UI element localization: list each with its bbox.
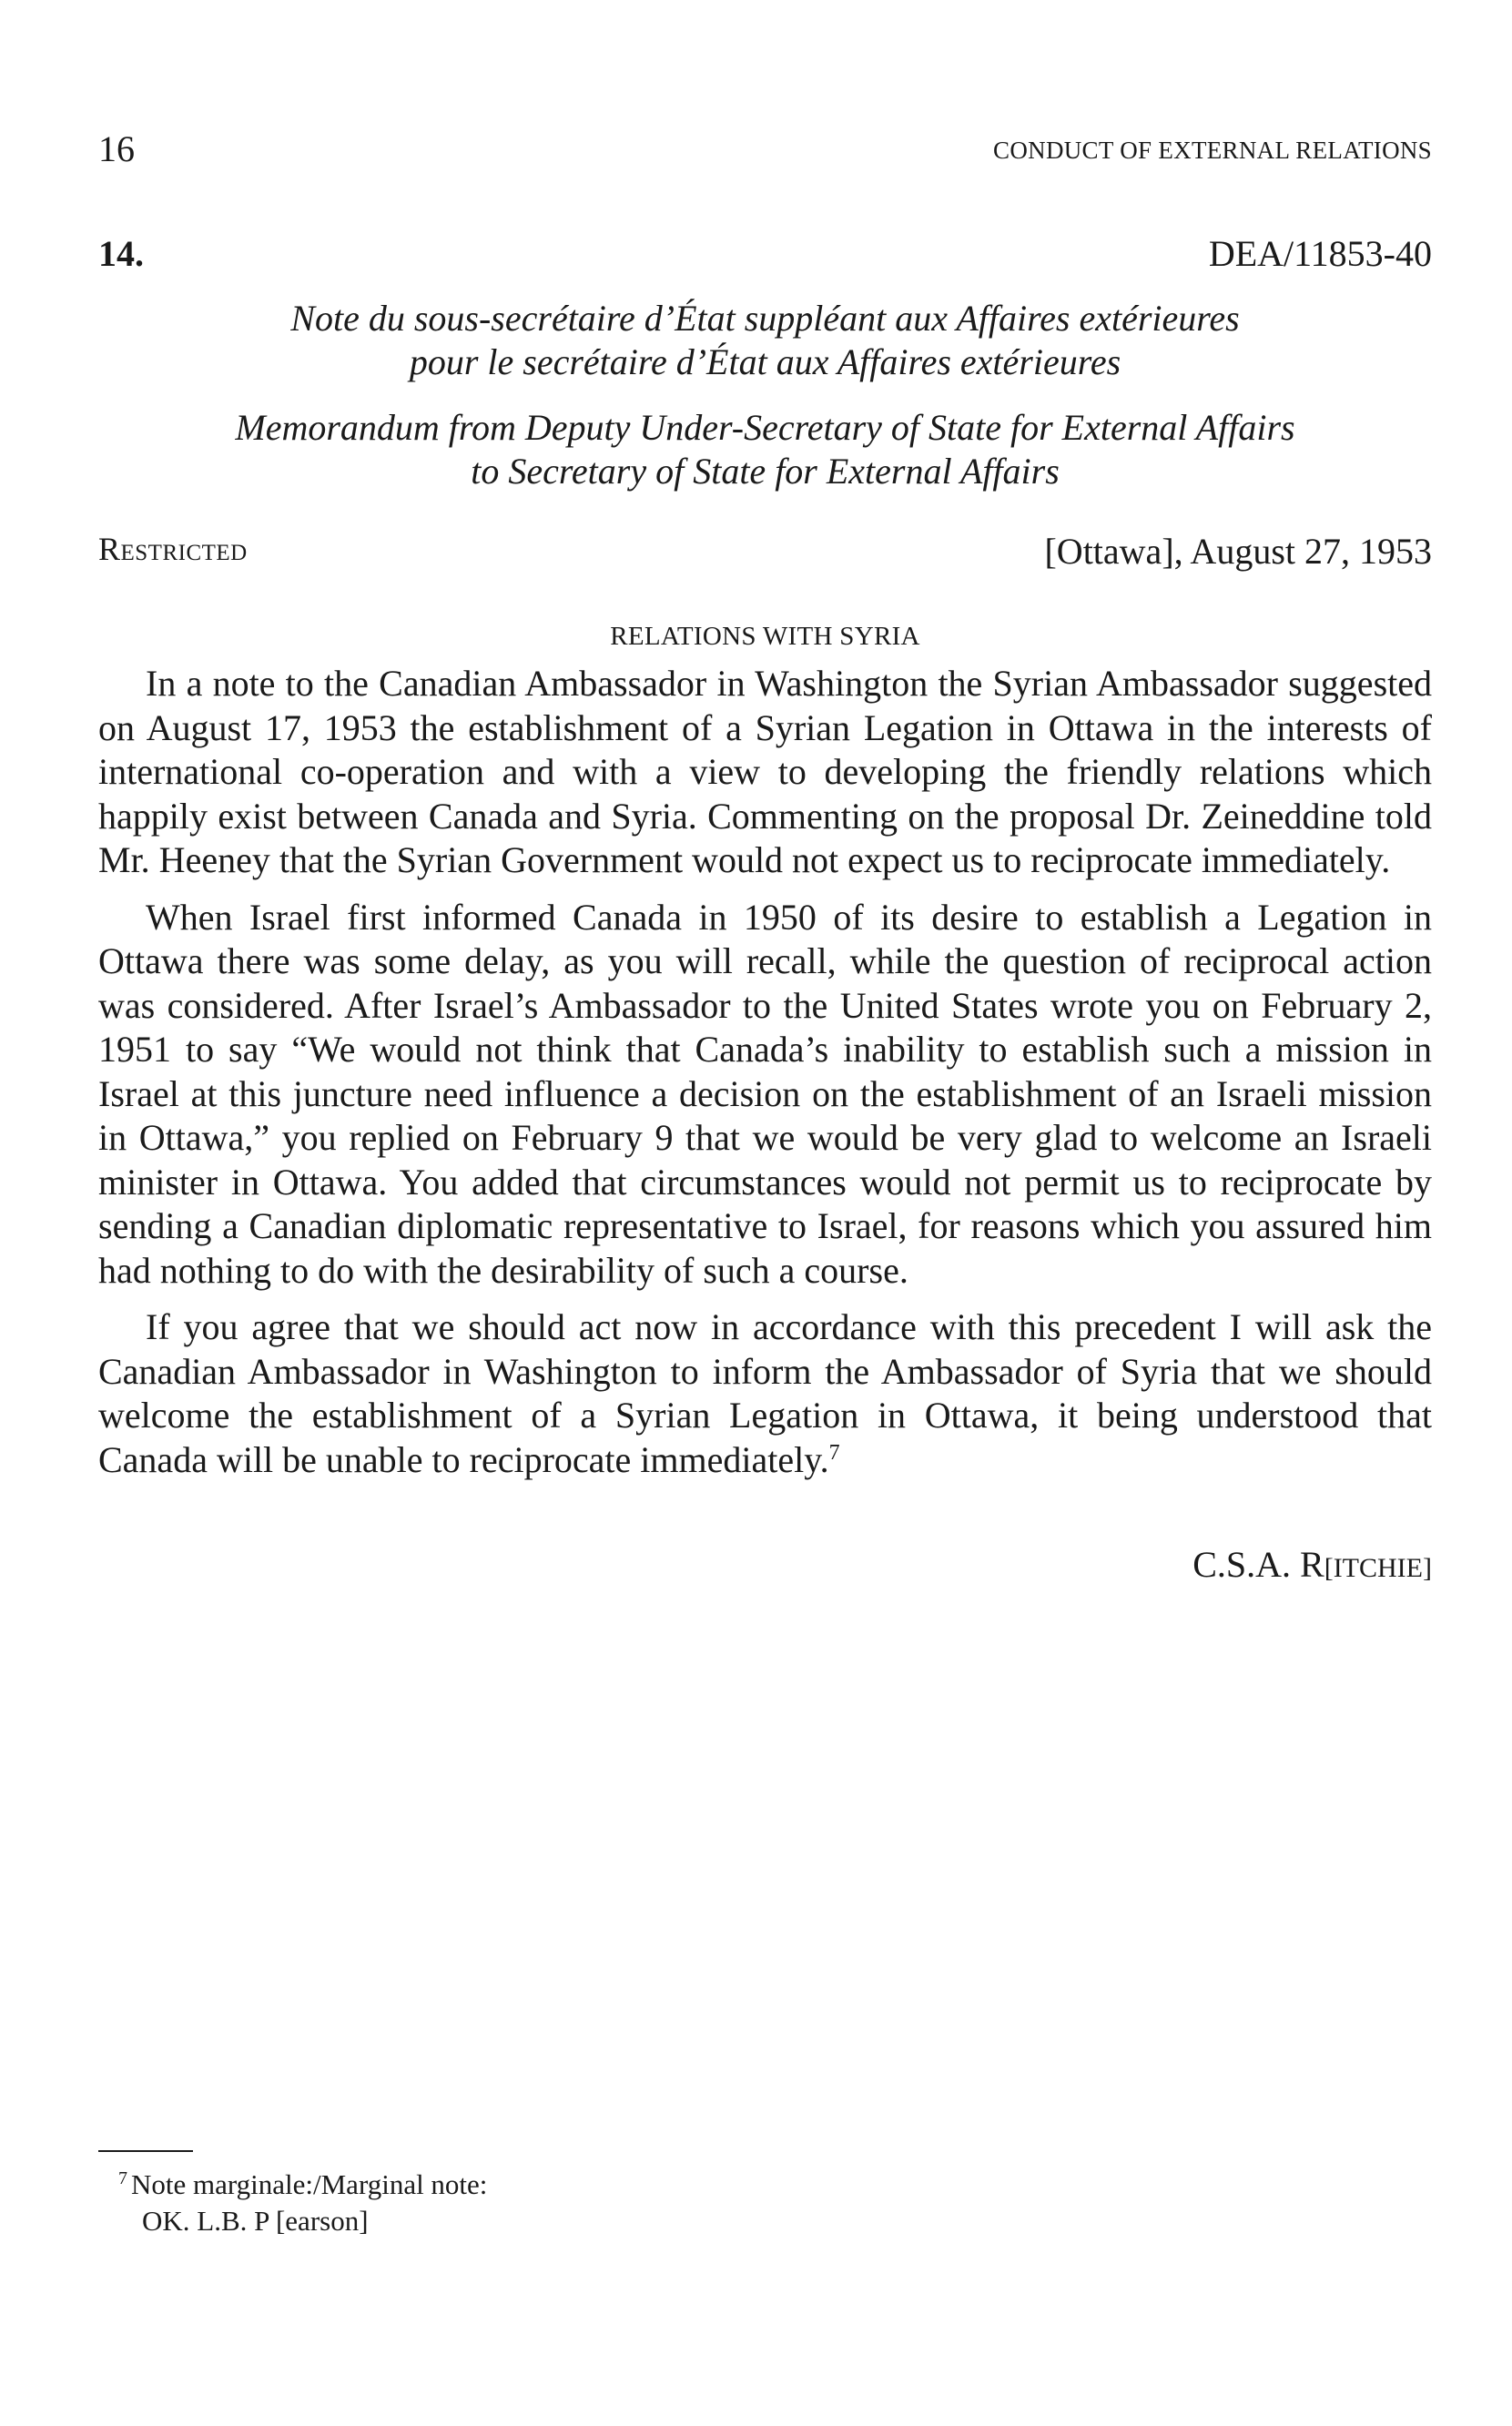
footnote [118, 2167, 487, 2239]
footnote-label: Note marginale:/Marginal note: [131, 2168, 488, 2200]
paragraph-text: When Israel first informed Canada in 1950 of its desire to establish a Legation in Ottawa there was some delay, as you will recall, while the question of reciprocal action was considered. After Israel’s Ambassador to the United States wrote you on February 2, 1951 to say “We would not think that Canada’s inability to establish such a mission in Israel at this juncture need influence a decision on the establishment of an Israeli mission in Ottawa,” you replied on February 9 that we would be very glad to welcome an Israeli minister in Ottawa. You added that circumstances would not permit us to reciprocate by sending a Canadian diplomatic representative to Israel, for reasons which you assured him had nothing to do with the desirability of such a course. [98, 896, 1432, 1291]
document-heading [98, 232, 1432, 287]
document-number: 14. [98, 233, 144, 274]
signature-completion: [ITCHIE] [1324, 1553, 1432, 1583]
footnote-mark: 7 [118, 2168, 127, 2188]
file-reference: DEA/11853-40 [1208, 233, 1432, 274]
french-title-line-1: Note du sous-secrétaire d’État suppléant aux Affaires extérieures [290, 298, 1240, 339]
place-and-date: [Ottawa], August 27, 1953 [1044, 531, 1432, 572]
signature [1192, 1543, 1432, 1586]
page-number: 16 [98, 128, 135, 169]
footnote-divider [98, 2150, 193, 2152]
paragraph [98, 1305, 1432, 1482]
security-classification: Restricted [98, 531, 248, 567]
english-title-line-1: Memorandum from Deputy Under-Secretary of State for External Affairs [235, 407, 1295, 448]
signature-initials: C.S.A. R [1192, 1544, 1324, 1585]
classification-row [98, 530, 1432, 575]
english-title-line-2: to Secretary of State for External Affairs [471, 451, 1060, 492]
paragraph-text: If you agree that we should act now in accordance with this precedent I will ask the Canadian Ambassador in Washington to inform the Ambassador of Syria that we should welcome the establishment of a Syrian Legation in Ottawa, it being understood that Canada will be unable to reciprocate immediately. [98, 1306, 1432, 1480]
subject-heading: RELATIONS WITH SYRIA [610, 622, 920, 651]
running-title: CONDUCT OF EXTERNAL RELATIONS [993, 137, 1432, 164]
memo-body [98, 662, 1432, 1495]
running-header [98, 127, 1432, 173]
footnote-reference[interactable]: 7 [828, 1440, 840, 1465]
english-title [98, 406, 1432, 493]
footnote-line-1 [118, 2167, 487, 2203]
paragraph: In a note to the Canadian Ambassador in Washington the Syrian Ambassador suggested on August 17, 1953 the establishment of a Syrian Legation in Ottawa in the interests of international co-operation and with a view to developing the friendly relations which happily exist between Canada and Syria. Commenting on the proposal Dr. Zeineddine told Mr. Heeney that the Syrian Government would not expect us to reciprocate immediately. [98, 663, 1432, 880]
french-title [98, 297, 1432, 384]
french-title-line-2: pour le secrétaire d’État aux Affaires extérieures [409, 341, 1121, 382]
footnote-line-2: OK. L.B. P [earson] [142, 2205, 369, 2237]
paragraph [98, 896, 1432, 1294]
